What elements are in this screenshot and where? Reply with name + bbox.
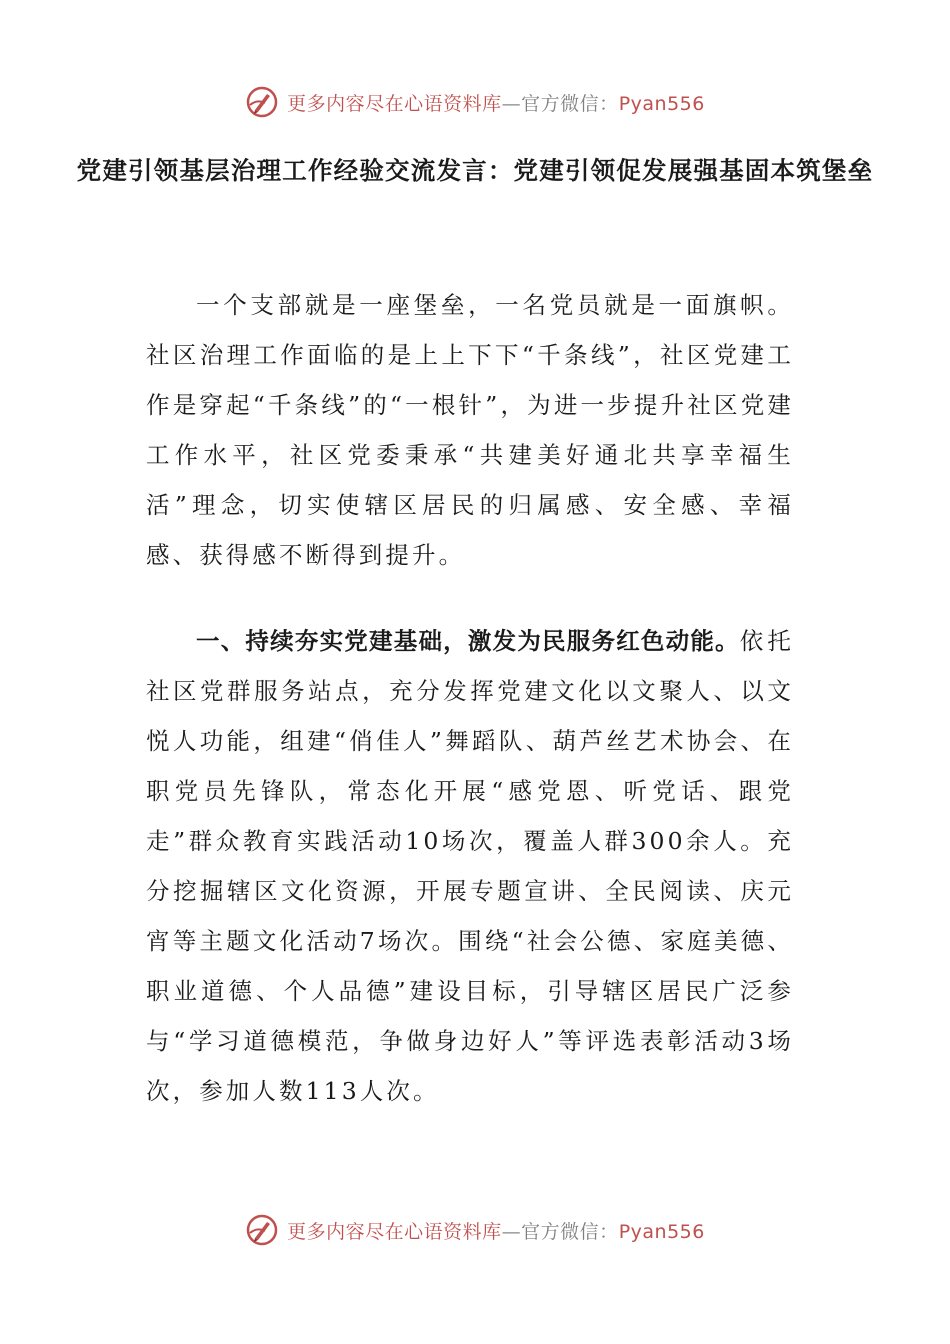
paragraph-text: 依托社区党群服务站点，充分发挥党建文化以文聚人、以文悦人功能，组建“俏佳人”舞蹈队、葫芦丝艺术协会、在职党员先锋队，常态化开展“感党恩、听党话、跟党走”群众教育实践活动10场次，覆盖人群300余人。充分挖掘辖区文化资源，开展专题宣讲、全民阅读、庆元宵等主题文化活动7场次。围绕“社会公德、家庭美德、职业道德、个人品德”建设目标，引导辖区居民广泛参与“学习道德模范，争做身边好人”等评选表彰活动3场次，参加人数113人次。 [146, 627, 794, 1105]
banner-official-label: 官方微信： [521, 1220, 619, 1243]
banner-separator: — [501, 1220, 522, 1243]
footer-banner [0, 1210, 950, 1250]
section-heading: 一、持续夯实党建基础，激发为民服务红色动能。 [196, 627, 740, 655]
document-body [146, 280, 794, 1116]
banner-wechat-id: Pyan556 [618, 92, 705, 115]
banner-main-text: 更多内容尽在心语资料库 [287, 92, 502, 115]
paragraph-section-1 [146, 616, 794, 1116]
header-banner [0, 82, 950, 122]
paragraph-text: 一个支部就是一座堡垒，一名党员就是一面旗帜。社区治理工作面临的是上上下下“千条线”，社区党建工作是穿起“千条线”的“一根针”，为进一步提升社区党建工作水平，社区党委秉承“共建美好通北共享幸福生活”理念，切实使辖区居民的归属感、安全感、幸福感、获得感不断得到提升。 [146, 291, 794, 569]
banner-main-text: 更多内容尽在心语资料库 [287, 1220, 502, 1243]
banner-separator: — [501, 92, 522, 115]
paragraph-intro [146, 280, 794, 580]
pen-logo-icon [245, 85, 279, 119]
banner-text [287, 89, 705, 116]
pen-logo-icon [245, 1213, 279, 1247]
banner-official-label: 官方微信： [521, 92, 619, 115]
banner-wechat-id: Pyan556 [618, 1220, 705, 1243]
document-title: 党建引领基层治理工作经验交流发言：党建引领促发展强基固本筑堡垒 [76, 156, 874, 185]
banner-text [287, 1217, 705, 1244]
